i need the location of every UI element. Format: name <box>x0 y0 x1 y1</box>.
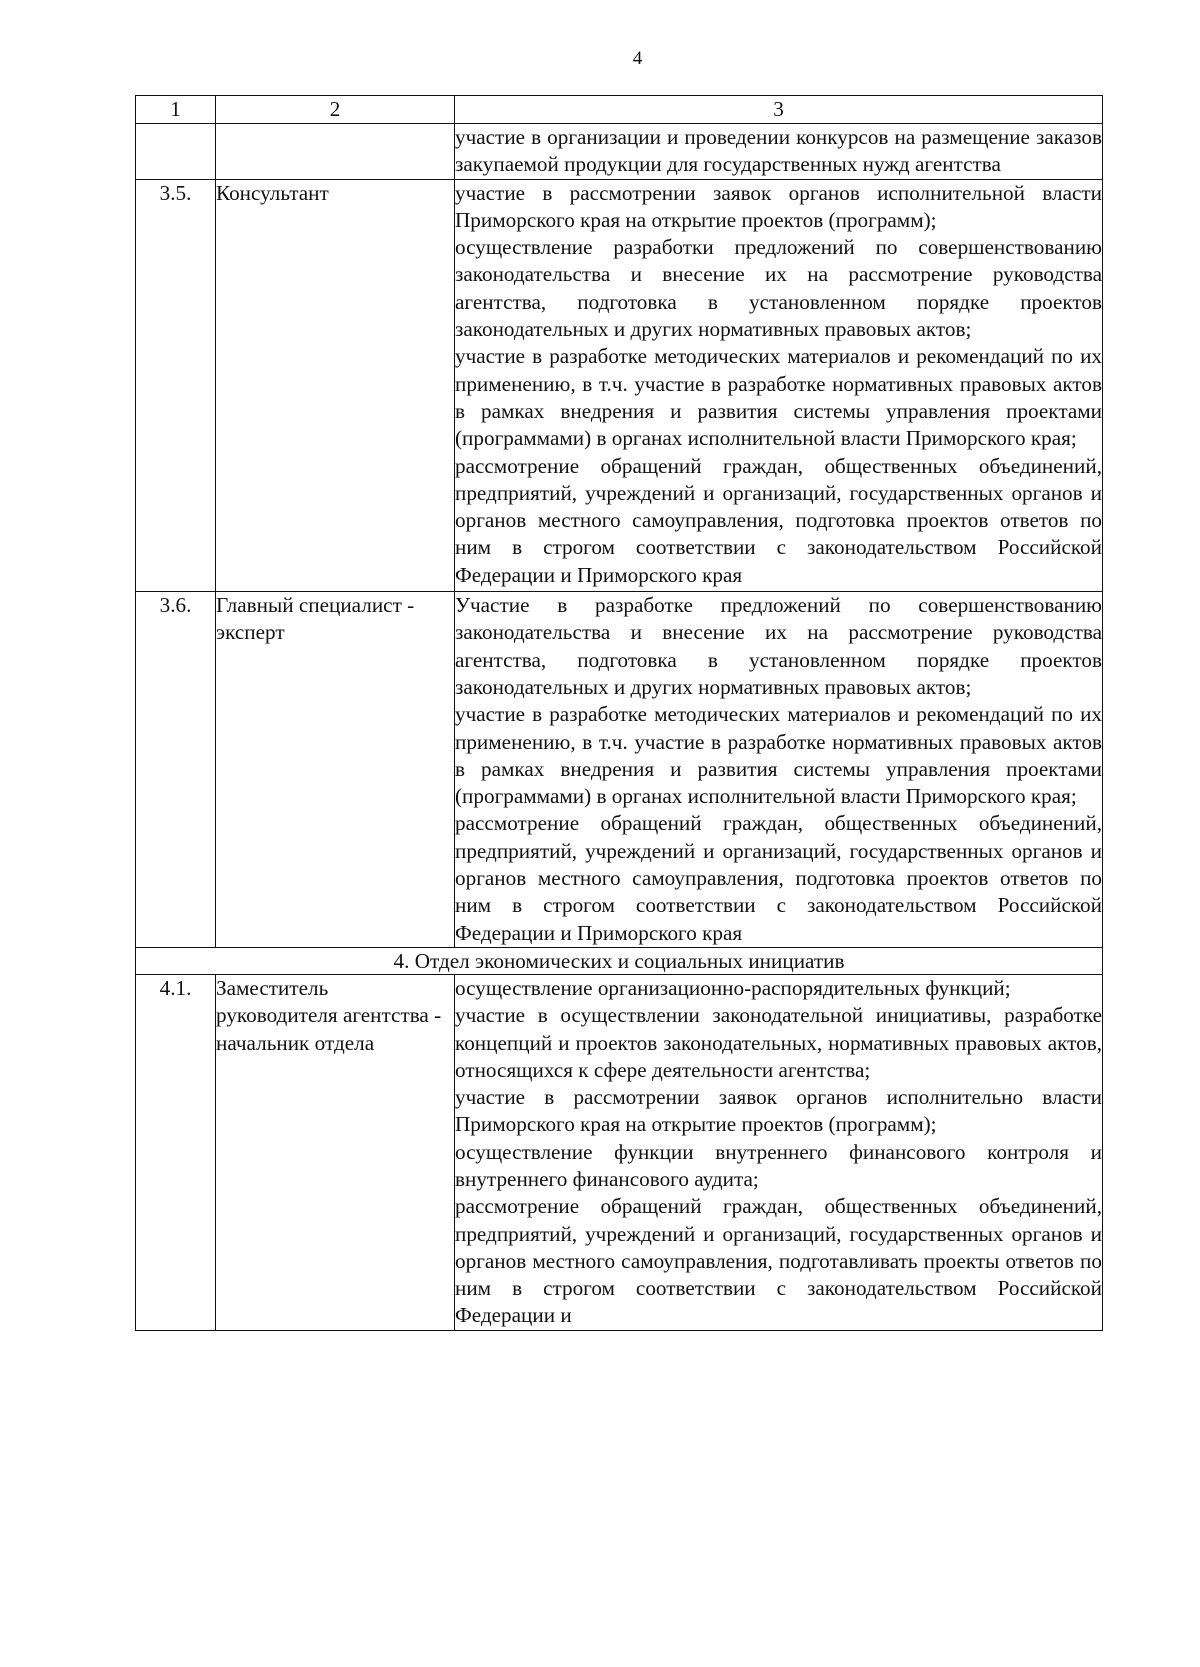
column-header-3: 3 <box>455 96 1103 124</box>
column-header-2: 2 <box>216 96 455 124</box>
table-row-3-5 <box>136 179 1103 591</box>
row-number-cell <box>136 124 216 180</box>
page-number: 4 <box>632 48 643 69</box>
duty-item: участие в разработке методических материалов и рекомендаций по их применению, в т.ч. участие в разработке нормативных правовых актов в рамках внедрения и развития системы управления проектами (программами) в органах исполнительной власти Приморского края; <box>455 344 1102 451</box>
table-row-continued <box>136 124 1103 180</box>
duty-item: Участие в разработке предложений по совершенствованию законодательства и внесение их на рассмотрение руководства агентства, подготовка в установленном порядке проектов законодательных и других нормативных правовых актов; <box>455 593 1102 699</box>
position-cell: Консультант <box>216 179 455 591</box>
duty-item: рассмотрение обращений граждан, общественных объединений, предприятий, учреждений и организаций, государственных органов и органов местного самоуправления, подготовка проектов ответов по ним в строгом соответствии с законодательством Российской Федерации и Приморского края <box>455 453 1102 587</box>
section-heading: 4. Отдел экономических и социальных инициатив <box>136 947 1103 974</box>
duty-item: рассмотрение обращений граждан, общественных объединений, предприятий, учреждений и организаций, государственных органов и органов местного самоуправления, подготовка проектов ответов по ним в строгом соответствии с законодательством Российской Федерации и Приморского края <box>455 811 1102 945</box>
duty-item: участие в рассмотрении заявок органов исполнительной власти Приморского края на открытие проектов (программ); <box>455 180 1102 232</box>
position-cell: Заместитель руководителя агентства - начальник отдела <box>216 974 455 1330</box>
section-heading-row <box>136 947 1103 974</box>
duty-item: рассмотрение обращений граждан, общественных объединений, предприятий, учреждений и организаций, государственных органов и органов местного самоуправления, подготавливать проекты ответов по ним в строгом соответствии с законодательством Российской Федерации и <box>455 1194 1102 1328</box>
duty-item: участие в рассмотрении заявок органов исполнительно власти Приморского края на открытие проектов (программ); <box>455 1085 1102 1137</box>
position-cell <box>216 124 455 180</box>
duty-item: участие в организации и проведении конкурсов на размещение заказов закупаемой продукции для государственных нужд агентства <box>455 125 1102 177</box>
duties-cell <box>455 179 1103 591</box>
duties-table <box>135 95 1103 1331</box>
duty-item: участие в разработке методических материалов и рекомендаций по их применению, в т.ч. участие в разработке нормативных правовых актов в рамках внедрения и развития системы управления проектами (программами) в органах исполнительной власти Приморского края; <box>455 702 1102 809</box>
row-number-cell: 3.5. <box>136 179 216 591</box>
duty-item: осуществление функции внутреннего финансового контроля и внутреннего финансового аудита; <box>455 1139 1102 1191</box>
table-header-row <box>136 96 1103 124</box>
duties-cell <box>455 124 1103 180</box>
duties-cell <box>455 974 1103 1330</box>
row-number-cell: 3.6. <box>136 592 216 948</box>
duties-cell <box>455 592 1103 948</box>
duty-item: осуществление организационно-распорядительных функций; <box>455 975 1011 1000</box>
row-number-cell: 4.1. <box>136 974 216 1330</box>
column-header-1: 1 <box>136 96 216 124</box>
duty-item: участие в осуществлении законодательной инициативы, разработке концепций и проектов законодательных, нормативных правовых актов, относящихся к сфере деятельности агентства; <box>455 1003 1102 1082</box>
table-row-4-1 <box>136 974 1103 1330</box>
table-row-3-6 <box>136 592 1103 948</box>
duty-item: осуществление разработки предложений по совершенствованию законодательства и внесение их на рассмотрение руководства агентства, подготовка в установленном порядке проектов законодательных и других нормативных правовых актов; <box>455 235 1102 342</box>
position-cell: Главный специалист - эксперт <box>216 592 455 948</box>
